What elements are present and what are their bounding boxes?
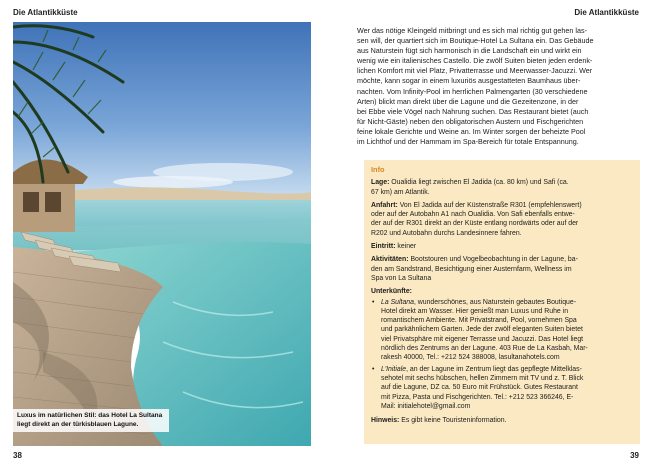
info-text: nördlich des Zentrums an der Lagune. 403 Rue de La Kasbah, Mar- <box>381 345 588 353</box>
info-text: sehotel mit sechs hübschen, hellen Zimmern mit TV und z. T. Blick <box>381 374 584 382</box>
info-text: viel Privatsphäre mit eigener Terrasse und Jacuzzi. Das Hotel liegt <box>381 335 584 343</box>
body-line: feine lokale Gerichte und Weine an. Im Winter sorgen der beheizte Pool <box>357 126 586 136</box>
info-hinweis <box>371 416 633 425</box>
body-line: Arten) blickt man direkt über die Lagune und die Gezeitenzone, in der <box>357 96 579 106</box>
info-label: Aktivitäten: <box>371 256 409 264</box>
info-text: keiner <box>395 243 417 251</box>
info-text: , wunderschönes, aus Naturstein gebautes Boutique- <box>413 298 576 306</box>
info-text: mit Pizza, Pasta und Fischgerichten. Tel.: +212 523 366246, E- <box>381 393 574 401</box>
body-line: Wer das nötige Kleingeld mitbringt und es sich mal richtig gut gehen las- <box>357 26 587 35</box>
page-number-right: 39 <box>630 451 639 460</box>
info-label: Unterkünfte: <box>371 288 412 296</box>
photo-caption <box>13 409 169 432</box>
hotel-lagoon-photo <box>13 22 311 446</box>
info-aktivitaeten <box>371 255 633 283</box>
info-label: Anfahrt: <box>371 201 398 209</box>
body-line: aus Naturstein fügt sich harmonisch in die Landschaft ein und wirkt ein <box>357 46 582 56</box>
body-line: möchte, kann sogar in einem luxuriös ausgestatteten Baumhaus über- <box>357 76 581 86</box>
info-text: auf die Lagune, DZ ca. 50 Euro mit Frühstück. Gutes Restaurant <box>381 384 578 392</box>
info-eintritt <box>371 242 633 251</box>
info-text: und parkähnlichem Garten. Jede der zwölf eleganten Suiten bietet <box>381 326 583 334</box>
info-text: Hotel direkt am Wasser. Hier genießt man Luxus und Ruhe in <box>381 307 569 315</box>
info-text: Mail: initialehotel@gmail.com <box>381 402 471 410</box>
info-text: romantischem Ambiente. Mit Privatstrand, Pool, vornehmen Spa <box>381 317 577 325</box>
info-label: Hinweis: <box>371 417 400 425</box>
accommodation-l-initiale <box>371 365 633 411</box>
page-number-left: 38 <box>13 451 22 460</box>
accommodation-name: L'Initiale <box>381 365 407 373</box>
info-text: Von El Jadida auf der Küstenstraße R301 (empfehlenswert) <box>397 201 582 209</box>
info-text: Oualidia liegt zwischen El Jadida (ca. 80 km) und Safi (ca. <box>389 179 569 187</box>
photo-illustration <box>13 22 311 446</box>
body-line: für Nicht-Gäste) neben den obligatorischen Austern und Fischgerichten <box>357 116 584 126</box>
accommodation-name: La Sultana <box>381 298 414 306</box>
info-label: Lage: <box>371 179 390 187</box>
info-anfahrt <box>371 201 633 238</box>
info-text: Es gibt keine Touristeninformation. <box>399 417 507 425</box>
info-text: rakesh 40000, Tel.: +212 524 388008, lasultanahotels.com <box>381 354 560 362</box>
info-text: oder auf der Autobahn A1 nach Oualidia. Von Safi ebenfalls entwe- <box>371 211 575 219</box>
info-text: Bootstouren und Vogelbeobachtung in der Lagune, ba- <box>408 256 578 264</box>
info-box <box>364 160 640 444</box>
caption-line: Luxus im natürlichen Stil: das Hotel La Sultana <box>17 412 163 420</box>
body-paragraph <box>357 26 639 147</box>
info-text: den am Sandstrand, Besichtigung einer Austernfarm, Wellness im <box>371 265 572 273</box>
info-lage <box>371 178 633 197</box>
caption-line: liegt direkt an der türkisblauen Lagune. <box>17 420 139 428</box>
info-text: 67 km) am Atlantik. <box>371 188 430 196</box>
info-label: Eintritt: <box>371 243 396 251</box>
running-head-right: Die Atlantikküste <box>574 8 639 17</box>
body-line: wenig wie ein italienisches Castello. Die zwölf Suiten bieten jeden erdenk- <box>357 56 593 66</box>
info-text: Spa von La Sultana <box>371 274 432 282</box>
info-text: R202 und Autobahn durchs Landesinnere fahren. <box>371 229 522 237</box>
body-line: nachten. Vom Infinity-Pool im herrlichen Palmengarten (30 verschiedene <box>357 86 588 96</box>
body-line: bei Ebbe viele Vögel nach Nahrung suchen. Das Restaurant bietet (auch <box>357 106 589 116</box>
accommodation-la-sultana <box>371 298 633 363</box>
right-page <box>326 0 652 468</box>
body-line: lichen Komfort mit viel Platz, Privatterrasse und Meerwasser-Jacuzzi. Wer <box>357 66 593 76</box>
body-line: sen will, der quartiert sich im Boutique-Hotel La Sultana ein. Das Gebäude <box>357 36 594 46</box>
info-text: , an der Lagune im Zentrum liegt das gepflegte Mittelklas- <box>406 365 582 373</box>
running-head-left: Die Atlantikküste <box>13 8 78 17</box>
info-text: der auf der R301 direkt an der Küste entlang nordwärts oder auf der <box>371 220 579 228</box>
info-heading: Info <box>371 165 385 174</box>
body-line: im Lichthof und der Hammam im Spa-Bereich für totale Entspannung. <box>357 137 579 147</box>
